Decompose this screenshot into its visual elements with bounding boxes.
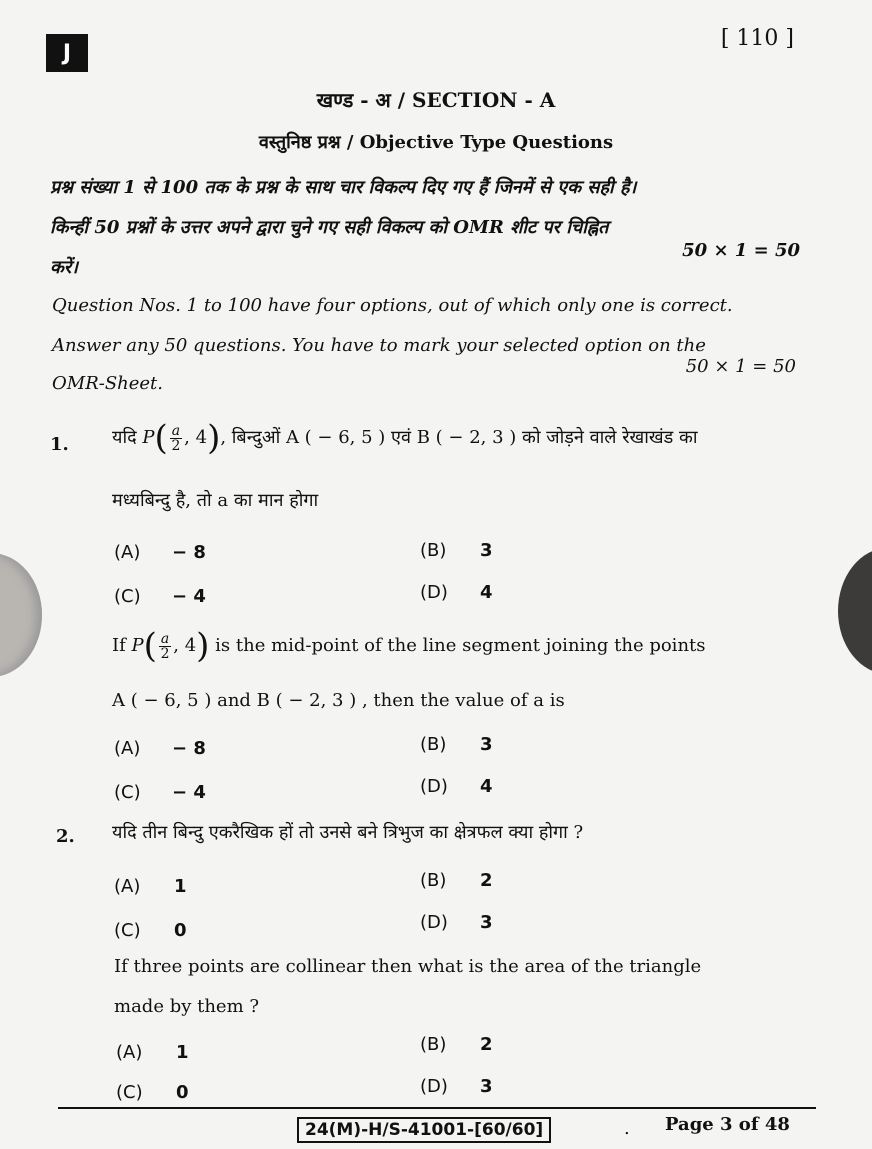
q1-en-option-C-value: − 4 — [172, 782, 206, 803]
q1-en-fraction: $\frac{a}{2}$ — [160, 630, 170, 662]
question-1-english-line2: A ( − 6, 5 ) and B ( − 2, 3 ) , then the value of a is — [112, 690, 565, 711]
q1-hi-prefix: यदि — [112, 427, 137, 448]
q1-en-rest: is the mid-point of the line segment joining the points — [215, 635, 706, 656]
q2-hi-option-D-label: (D) — [420, 912, 448, 933]
question-2-number: 2. — [56, 826, 75, 847]
page-code: [ 110 ] — [720, 26, 794, 51]
footer-dot: . — [624, 1118, 630, 1139]
q2-hi-option-B-label: (B) — [420, 870, 447, 891]
q1-hi-rest: , बिन्दुओं A ( − 6, 5 ) एवं B ( − 2, 3 ) को जोड़ने वाले रेखाखंड का — [220, 427, 698, 448]
section-subtitle: वस्तुनिष्ठ प्रश्न / Objective Type Questions — [258, 132, 614, 153]
q1-hi-option-B-label: (B) — [420, 540, 447, 561]
punch-hole-right — [838, 548, 872, 674]
q1-hi-option-B-value: 3 — [480, 540, 493, 561]
instruction-english-line2: Answer any 50 questions. You have to mark your selected option on the — [52, 335, 706, 356]
footer-paper-code: 24(M)-H/S-41001-[60/60] — [297, 1117, 551, 1143]
question-1-hindi-line2: मध्यबिन्दु है, तो a का मान होगा — [112, 490, 319, 511]
q1-en-option-A-label: (A) — [114, 738, 141, 759]
q1-hi-option-D-value: 4 — [480, 582, 493, 603]
instruction-english-line3: OMR-Sheet. — [52, 373, 164, 394]
q2-en-option-A-label: (A) — [116, 1042, 143, 1063]
q1-en-option-D-value: 4 — [480, 776, 493, 797]
q2-hi-option-A-value: 1 — [174, 876, 187, 897]
q2-en-option-B-value: 2 — [480, 1034, 493, 1055]
q1-hi-point-P: P — [142, 427, 155, 448]
instruction-english-marks: 50 × 1 = 50 — [685, 356, 796, 377]
question-1-english-line1: If P( $\frac{a}{2}$ , 4) is the mid-point of the line segment joining the points — [112, 626, 706, 666]
q1-en-point-P: P — [131, 635, 144, 656]
q2-hi-option-B-value: 2 — [480, 870, 493, 891]
q1-en-prefix: If — [112, 635, 126, 656]
q1-en-option-B-label: (B) — [420, 734, 447, 755]
q1-hi-frac-tail: , 4 — [184, 427, 208, 448]
q1-hi-option-A-label: (A) — [114, 542, 141, 563]
q2-en-option-C-value: 0 — [176, 1082, 189, 1103]
question-1-hindi-line1: यदि P( $\frac{a}{2}$ , 4), बिन्दुओं A ( − 6, 5 ) एवं B ( − 2, 3 ) को जोड़ने वाले रेखाखंड का — [112, 418, 698, 458]
footer-page-number: Page 3 of 48 — [665, 1114, 790, 1135]
q2-hi-option-C-label: (C) — [114, 920, 141, 941]
question-2-hindi-line1: यदि तीन बिन्दु एकरैखिक हों तो उनसे बने त्रिभुज का क्षेत्रफल क्या होगा ? — [112, 822, 584, 843]
q2-hi-option-C-value: 0 — [174, 920, 187, 941]
instruction-hindi-line2: किन्हीं 50 प्रश्नों के उत्तर अपने द्वारा चुने गए सही विकल्प को OMR शीट पर चिह्नित — [50, 217, 609, 238]
question-2-english-line1: If three points are collinear then what is the area of the triangle — [114, 956, 702, 977]
instruction-english-line1: Question Nos. 1 to 100 have four options, out of which only one is correct. — [52, 295, 733, 316]
q2-en-option-A-value: 1 — [176, 1042, 189, 1063]
punch-hole-left — [0, 553, 42, 677]
q1-hi-option-D-label: (D) — [420, 582, 448, 603]
question-2-english-line2: made by them ? — [114, 996, 260, 1017]
q2-en-option-B-label: (B) — [420, 1034, 447, 1055]
q1-hi-option-C-value: − 4 — [172, 586, 206, 607]
q2-en-option-D-label: (D) — [420, 1076, 448, 1097]
instruction-hindi-line1: प्रश्न संख्या 1 से 100 तक के प्रश्न के साथ चार विकल्प दिए गए हैं जिनमें से एक सही है। — [50, 177, 637, 198]
q1-hi-option-A-value: − 8 — [172, 542, 206, 563]
q1-en-option-B-value: 3 — [480, 734, 493, 755]
q2-hi-option-D-value: 3 — [480, 912, 493, 933]
instruction-hindi-line3: करें। — [50, 257, 79, 278]
q1-en-option-D-label: (D) — [420, 776, 448, 797]
q2-en-option-C-label: (C) — [116, 1082, 143, 1103]
set-code-badge: J — [46, 34, 88, 72]
question-1-number: 1. — [50, 434, 69, 455]
section-title: खण्ड - अ / SECTION - A — [316, 88, 556, 112]
footer-divider — [58, 1107, 816, 1109]
q1-en-option-A-value: − 8 — [172, 738, 206, 759]
q2-hi-option-A-label: (A) — [114, 876, 141, 897]
q1-hi-fraction: $\frac{a}{2}$ — [171, 422, 181, 454]
q1-en-option-C-label: (C) — [114, 782, 141, 803]
q2-en-option-D-value: 3 — [480, 1076, 493, 1097]
instruction-hindi-marks: 50 × 1 = 50 — [682, 240, 800, 261]
q1-hi-option-C-label: (C) — [114, 586, 141, 607]
